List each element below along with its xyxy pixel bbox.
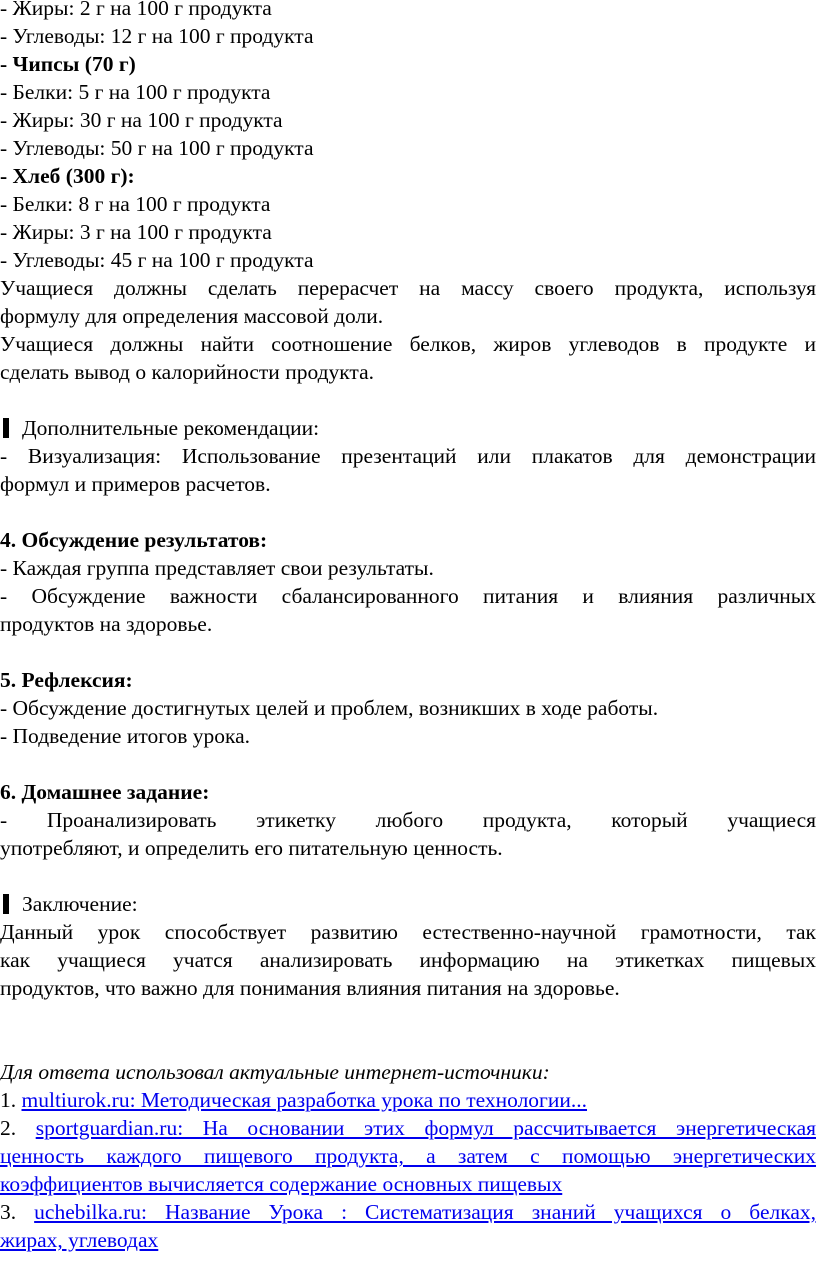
paragraph-line: формулу для определения массовой доли.: [0, 304, 384, 328]
section-heading: 6. Домашнее задание:: [0, 780, 210, 804]
paragraph-line: - Проанализировать этикетку любого продукта, который учащиеся: [0, 808, 816, 832]
nutrient-line: - Жиры: 2 г на 100 г продукта: [0, 0, 272, 20]
paragraph-line: Учащиеся должны сделать перерасчет на массу своего продукта, используя: [0, 276, 816, 300]
source-number: 2.: [0, 1116, 17, 1140]
sources-intro: Для ответа использовал актуальные интернет-источники:: [0, 1060, 550, 1084]
paragraph-line: - Подведение итогов урока.: [0, 724, 251, 748]
source-link-sportguardian-cont[interactable]: коэффициентов вычисляется содержание основных пищевых: [0, 1172, 563, 1196]
section-heading: 4. Обсуждение результатов:: [0, 528, 268, 552]
paragraph-line: - Визуализация: Использование презентаций или плакатов для демонстрации: [0, 444, 816, 468]
spacer: [0, 1030, 816, 1058]
paragraph-line: формул и примеров расчетов.: [0, 472, 271, 496]
bread-title: - Хлеб (300 г):: [0, 164, 135, 188]
source-item: [0, 1198, 816, 1254]
nutrient-line: - Жиры: 30 г на 100 г продукта: [0, 108, 283, 132]
spacer: [0, 498, 816, 526]
paragraph-line: употребляют, и определить его питательную ценность.: [0, 836, 503, 860]
bullet-marker-icon: [3, 418, 9, 438]
source-item: [0, 1086, 816, 1114]
paragraph-line: продуктов на здоровье.: [0, 612, 213, 636]
paragraph-line: сделать вывод о калорийности продукта.: [0, 360, 375, 384]
nutrient-line: - Жиры: 3 г на 100 г продукта: [0, 220, 272, 244]
source-link-uchebilka-cont[interactable]: жирах, углеводах: [0, 1228, 159, 1252]
paragraph-line: - Каждая группа представляет свои результаты.: [0, 556, 434, 580]
source-item: [0, 1114, 816, 1198]
nutrient-line: - Белки: 8 г на 100 г продукта: [0, 192, 271, 216]
spacer: [0, 862, 816, 890]
spacer: [0, 638, 816, 666]
paragraph-line: Учащиеся должны найти соотношение белков, жиров углеводов в продукте и: [0, 332, 816, 356]
spacer: [0, 1002, 816, 1030]
paragraph-line: - Обсуждение достигнутых целей и проблем, возникших в ходе работы.: [0, 696, 659, 720]
paragraph-line: - Обсуждение важности сбалансированного питания и влияния различных: [0, 584, 816, 608]
nutrient-line: - Углеводы: 45 г на 100 г продукта: [0, 248, 314, 272]
source-link-sportguardian[interactable]: sportguardian.ru: На основании этих формул рассчитывается энергетическая: [35, 1116, 816, 1140]
nutrient-line: - Белки: 5 г на 100 г продукта: [0, 80, 271, 104]
source-link-sportguardian-cont[interactable]: ценность каждого пищевого продукта, а затем с помощью энергетических: [0, 1144, 816, 1168]
source-link-multiurok[interactable]: multiurok.ru: Методическая разработка урока по технологии...: [21, 1088, 588, 1112]
nutrient-line: - Углеводы: 50 г на 100 г продукта: [0, 136, 314, 160]
source-link-uchebilka[interactable]: uchebilka.ru: Название Урока : Систематизация знаний учащихся о белках,: [34, 1200, 816, 1224]
paragraph-line: Данный урок способствует развитию естественно-научной грамотности, так: [0, 920, 816, 944]
extra-recommendations-heading: [0, 414, 816, 442]
chips-title: - Чипсы (70 г): [0, 52, 136, 76]
conclusion-heading-text: Заключение:: [22, 892, 138, 916]
paragraph-line: продуктов, что важно для понимания влияния питания на здоровье.: [0, 976, 620, 1000]
spacer: [0, 386, 816, 414]
source-number: 1.: [0, 1088, 17, 1112]
source-number: 3.: [0, 1200, 17, 1224]
conclusion-heading: [0, 890, 816, 918]
extra-heading-text: Дополнительные рекомендации:: [22, 416, 320, 440]
section-heading: 5. Рефлексия:: [0, 668, 133, 692]
nutrient-line: - Углеводы: 12 г на 100 г продукта: [0, 24, 314, 48]
paragraph-line: как учащиеся учатся анализировать информацию на этикетках пищевых: [0, 948, 816, 972]
spacer: [0, 750, 816, 778]
bullet-marker-icon: [3, 894, 9, 914]
